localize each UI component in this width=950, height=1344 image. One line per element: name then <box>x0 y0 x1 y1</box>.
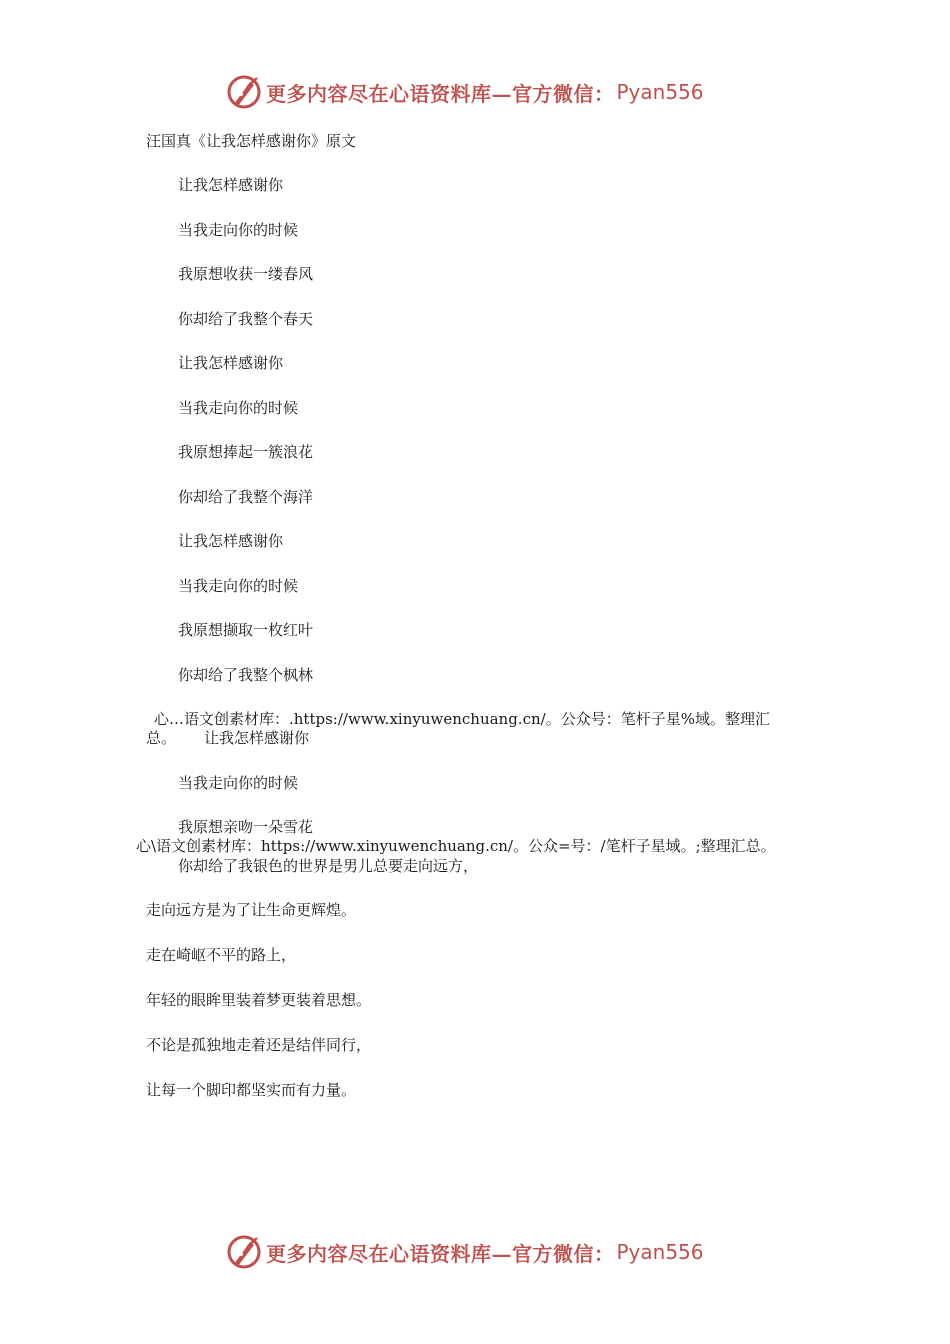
body-line: 走在崎岖不平的路上， <box>146 946 297 964</box>
poem-line: 当我走向你的时候 <box>178 577 299 595</box>
poem-line: 你却给了我整个海洋 <box>178 488 314 506</box>
body-line: 让每一个脚印都坚实而有力量。 <box>146 1081 357 1099</box>
poem-line: 我原想撷取一枚红叶 <box>178 621 314 639</box>
poem-line: 让我怎样感谢你 <box>178 532 284 550</box>
body-line: 不论是孤独地走着还是结伴同行， <box>146 1036 372 1054</box>
poem-line: 你却给了我整个枫林 <box>178 666 314 684</box>
quill-pen-logo-icon <box>226 1234 262 1270</box>
footer-banner <box>226 1232 746 1272</box>
source-note-line: 心\语文创素材库：https://www.xinyuwenchuang.cn/。公众=号：/笔杆子星域。;整理汇总。 <box>136 837 776 855</box>
poem-line: 我原想亲吻一朵雪花 <box>178 818 314 836</box>
poem-line: 我原想收获一缕春风 <box>178 265 314 283</box>
body-line: 年轻的眼眸里装着梦更装着思想。 <box>146 991 372 1009</box>
header-banner <box>226 72 746 112</box>
document-title: 汪国真《让我怎样感谢你》原文 <box>146 132 357 150</box>
source-note-line: 总。 <box>146 729 177 747</box>
banner-wechat-id: Pyan556 <box>616 1240 704 1264</box>
banner-text: 更多内容尽在心语资料库—官方微信： <box>266 1241 615 1266</box>
poem-line: 你却给了我整个春天 <box>178 310 314 328</box>
poem-line: 当我走向你的时候 <box>178 774 299 792</box>
poem-line: 当我走向你的时候 <box>178 399 299 417</box>
banner-wechat-id: Pyan556 <box>616 80 704 104</box>
poem-line: 让我怎样感谢你 <box>178 176 284 194</box>
poem-line: 让我怎样感谢你 <box>204 729 310 747</box>
poem-line: 让我怎样感谢你 <box>178 354 284 372</box>
poem-line: 当我走向你的时候 <box>178 221 299 239</box>
poem-line: 我原想捧起一簇浪花 <box>178 443 314 461</box>
banner-text: 更多内容尽在心语资料库—官方微信： <box>266 81 615 106</box>
body-line: 走向远方是为了让生命更辉煌。 <box>146 901 357 919</box>
source-note-line: 心…语文创素材库：.https://www.xinyuwenchuang.cn/。公众号：笔杆子星%域。整理汇 <box>154 710 770 728</box>
poem-line: 你却给了我银色的世界是男儿总要走向远方， <box>178 857 479 875</box>
quill-pen-logo-icon <box>226 74 262 110</box>
